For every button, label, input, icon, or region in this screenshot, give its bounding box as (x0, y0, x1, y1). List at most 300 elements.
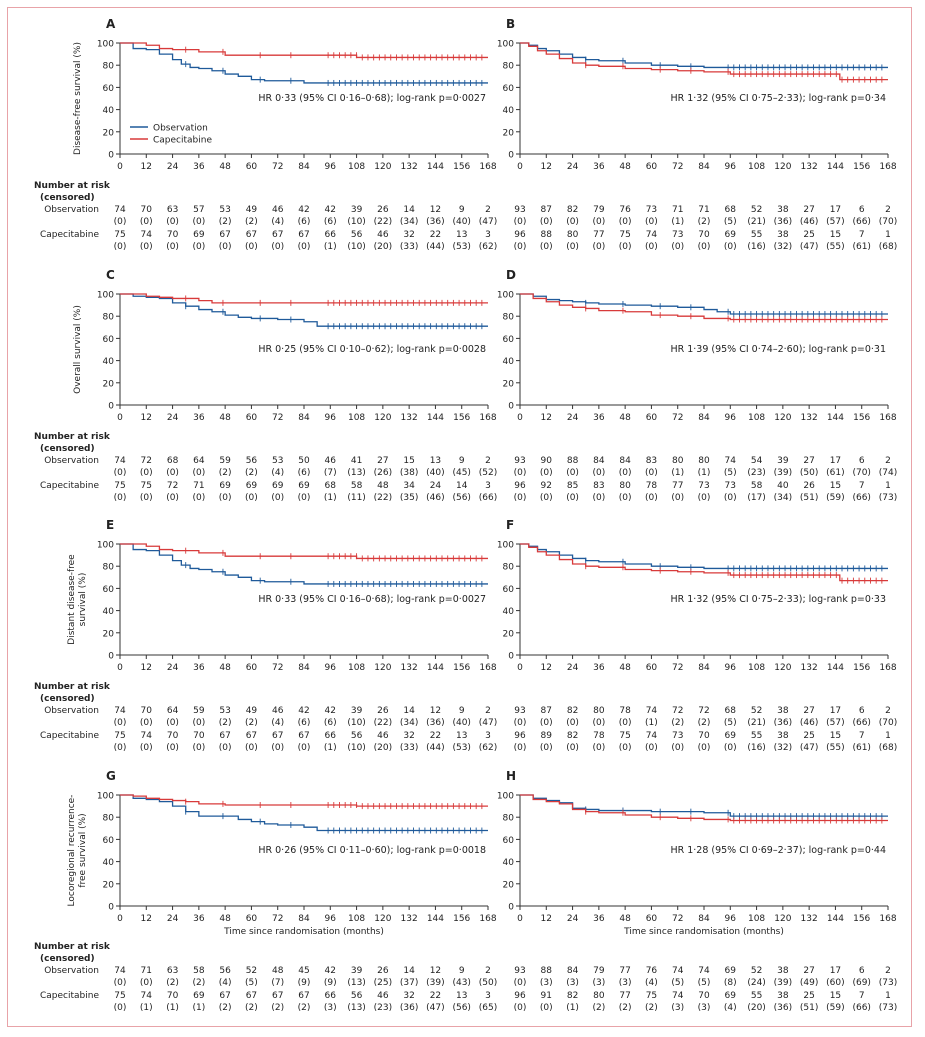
x-tick-label: 24 (166, 663, 179, 673)
risk-value: (33) (399, 242, 419, 252)
risk-value: 66 (324, 230, 337, 240)
y-tick-label: 80 (502, 61, 514, 72)
risk-value: 67 (271, 991, 284, 1001)
risk-value: (3) (697, 1003, 711, 1013)
risk-value: (36) (773, 1003, 793, 1013)
y-tick-label: 100 (96, 290, 114, 301)
x-tick-label: 96 (724, 663, 737, 673)
risk-value: 45 (298, 966, 310, 976)
risk-value: 7 (858, 230, 865, 240)
x-tick-label: 72 (671, 162, 684, 172)
risk-value: 14 (403, 205, 415, 215)
risk-value: (65) (478, 1003, 498, 1013)
risk-value: 57 (193, 205, 205, 215)
hr-annotation: HR 1·32 (95% CI 0·75–2·33); log-rank p=0·33 (670, 594, 886, 605)
risk-value: 42 (298, 706, 310, 716)
risk-subtitle: (censored) (40, 954, 95, 964)
risk-value: 74 (671, 966, 684, 976)
risk-value: (0) (618, 493, 632, 503)
risk-value: 78 (645, 481, 658, 491)
x-tick-label: 108 (747, 162, 766, 172)
risk-value: (0) (166, 718, 179, 728)
risk-value: 75 (114, 991, 126, 1001)
risk-value: (2) (671, 718, 685, 728)
risk-value: 52 (245, 966, 258, 976)
risk-value: (0) (513, 718, 527, 728)
risk-value: (21) (747, 718, 766, 728)
risk-value: 72 (698, 706, 710, 716)
risk-value: 93 (514, 205, 526, 215)
risk-value: (3) (671, 1003, 685, 1013)
risk-value: (25) (373, 978, 393, 988)
x-tick-label: 156 (453, 663, 471, 673)
risk-value: 75 (619, 731, 631, 741)
y-tick-label: 20 (502, 128, 514, 139)
risk-value: (0) (539, 718, 553, 728)
y-tick-label: 80 (102, 562, 114, 573)
risk-value: 69 (724, 230, 737, 240)
x-tick-label: 96 (724, 914, 737, 924)
risk-value: (1) (645, 718, 658, 728)
risk-value: (2) (592, 1003, 606, 1013)
risk-value: (0) (539, 743, 553, 753)
x-tick-label: 144 (426, 663, 445, 673)
risk-value: (0) (113, 743, 127, 753)
risk-value: (0) (513, 978, 527, 988)
risk-value: 54 (750, 456, 763, 466)
risk-value: (0) (113, 718, 127, 728)
risk-table (514, 966, 898, 1013)
y-tick-label: 0 (108, 401, 114, 412)
risk-value: 71 (193, 481, 205, 491)
risk-value: (2) (245, 718, 258, 728)
risk-value: (46) (799, 217, 819, 227)
risk-value: 64 (166, 706, 179, 716)
y-tick-label: 80 (502, 562, 514, 573)
y-axis-label: Overall survival (%) (73, 305, 83, 394)
risk-value: 27 (803, 205, 815, 215)
x-tick-label: 36 (193, 162, 205, 172)
risk-value: (16) (747, 743, 766, 753)
x-tick-label: 12 (540, 162, 553, 172)
x-tick-label: 132 (800, 413, 818, 423)
risk-value: 13 (429, 456, 442, 466)
risk-value: (59) (826, 1003, 845, 1013)
risk-value: 70 (140, 205, 153, 215)
y-tick-label: 40 (102, 858, 114, 869)
x-tick-label: 0 (517, 162, 523, 172)
risk-value: 71 (671, 205, 684, 215)
y-tick-label: 80 (502, 813, 514, 824)
legend-capecitabine-label: Capecitabine (153, 135, 212, 146)
risk-value: (0) (618, 242, 632, 252)
risk-value: (66) (852, 217, 871, 227)
risk-value: 85 (566, 481, 579, 491)
risk-title: Number at risk (34, 432, 110, 442)
y-tick-label: 100 (496, 290, 514, 301)
risk-value: 76 (619, 205, 631, 215)
risk-value: (1) (323, 493, 337, 503)
risk-value: 69 (271, 481, 284, 491)
risk-value: 78 (593, 731, 605, 741)
x-tick-label: 156 (453, 162, 471, 172)
risk-value: (61) (852, 242, 871, 252)
risk-value: (1) (323, 743, 337, 753)
risk-value: (47) (426, 1003, 445, 1013)
risk-value: (0) (513, 468, 527, 478)
risk-table (34, 942, 497, 1013)
x-tick-label: 168 (879, 663, 897, 673)
x-tick-label: 0 (117, 663, 123, 673)
y-axis-label: Distant disease-free (67, 554, 77, 645)
y-tick-label: 40 (102, 607, 114, 618)
x-tick-label: 12 (540, 413, 553, 423)
risk-value: (3) (539, 978, 553, 988)
risk-value: 75 (114, 230, 126, 240)
risk-value: (0) (539, 493, 553, 503)
risk-value: (0) (245, 493, 258, 503)
x-tick-label: 60 (645, 914, 658, 924)
risk-value: (0) (566, 718, 579, 728)
x-axis-title: Time since randomisation (months) (624, 927, 784, 937)
risk-value: 14 (403, 706, 415, 716)
risk-value: 70 (166, 991, 179, 1001)
risk-value: (4) (271, 718, 285, 728)
risk-value: 70 (698, 230, 710, 240)
x-tick-label: 36 (593, 413, 605, 423)
risk-value: (13) (347, 978, 366, 988)
risk-value: 58 (193, 966, 205, 976)
risk-value: (6) (297, 468, 311, 478)
risk-value: (0) (113, 978, 127, 988)
x-tick-label: 84 (298, 663, 310, 673)
risk-value: 74 (645, 706, 658, 716)
km-curve-capecitabine (120, 795, 488, 806)
risk-value: (55) (826, 242, 845, 252)
risk-value: 88 (540, 230, 553, 240)
risk-value: 9 (458, 966, 465, 976)
risk-value: 40 (777, 481, 789, 491)
risk-value: 56 (350, 991, 363, 1001)
risk-value: (0) (539, 217, 553, 227)
risk-value: (0) (513, 1003, 527, 1013)
risk-row-label-capecitabine: Capecitabine (40, 230, 99, 240)
risk-value: (0) (592, 217, 606, 227)
x-tick-label: 60 (245, 162, 258, 172)
risk-value: (0) (566, 242, 579, 252)
y-tick-label: 80 (102, 813, 114, 824)
risk-value: (53) (452, 743, 471, 753)
panel-label: F (506, 518, 515, 532)
y-tick-label: 0 (108, 651, 114, 662)
x-tick-label: 132 (400, 663, 418, 673)
x-tick-label: 36 (593, 914, 605, 924)
risk-value: (0) (139, 217, 153, 227)
risk-value: 22 (429, 731, 442, 741)
risk-value: (0) (645, 468, 658, 478)
risk-value: (3) (592, 978, 606, 988)
y-tick-label: 0 (508, 902, 514, 913)
x-tick-label: 36 (193, 413, 205, 423)
risk-value: (50) (478, 978, 498, 988)
risk-value: (57) (826, 217, 845, 227)
risk-value: 67 (219, 731, 231, 741)
risk-value: 96 (514, 481, 526, 491)
x-tick-label: 132 (800, 914, 818, 924)
risk-value: 7 (858, 991, 865, 1001)
x-tick-label: 48 (219, 413, 231, 423)
x-axis-title: Time since randomisation (months) (224, 927, 384, 937)
x-tick-label: 108 (347, 914, 366, 924)
risk-value: 87 (540, 706, 553, 716)
risk-value: (47) (799, 242, 819, 252)
risk-value: 41 (350, 456, 363, 466)
risk-value: (0) (513, 242, 527, 252)
risk-value: 67 (245, 230, 258, 240)
risk-value: (36) (426, 217, 445, 227)
y-tick-label: 100 (96, 39, 114, 50)
risk-value: (0) (566, 468, 579, 478)
risk-value: (0) (166, 468, 179, 478)
x-tick-label: 72 (271, 413, 284, 423)
risk-value: 73 (724, 481, 737, 491)
risk-value: 74 (140, 230, 153, 240)
risk-value: (0) (592, 743, 606, 753)
risk-value: (2) (645, 1003, 658, 1013)
x-tick-label: 24 (566, 162, 579, 172)
risk-value: 32 (403, 731, 415, 741)
risk-value: 76 (645, 966, 658, 976)
km-curve-capecitabine (520, 43, 888, 80)
risk-row-label-capecitabine: Capecitabine (40, 991, 99, 1001)
x-tick-label: 108 (747, 413, 766, 423)
risk-value: 26 (377, 205, 389, 215)
hr-annotation: HR 0·33 (95% CI 0·16–0·68); log-rank p=0·0027 (258, 594, 486, 605)
risk-value: 9 (458, 706, 465, 716)
y-tick-label: 60 (102, 584, 114, 595)
risk-value: 96 (514, 991, 526, 1001)
x-tick-label: 84 (698, 914, 710, 924)
km-curve-observation (520, 294, 888, 314)
risk-value: (62) (478, 743, 498, 753)
risk-table (514, 456, 898, 503)
x-tick-label: 132 (400, 162, 418, 172)
risk-value: (0) (618, 468, 632, 478)
risk-value: (0) (539, 1003, 553, 1013)
risk-value: (3) (618, 978, 632, 988)
risk-value: (53) (452, 242, 471, 252)
risk-value: 67 (298, 991, 310, 1001)
risk-value: 78 (619, 706, 631, 716)
risk-value: 63 (166, 205, 179, 215)
risk-value: 39 (350, 205, 363, 215)
risk-value: 50 (298, 456, 310, 466)
risk-value: (46) (426, 493, 445, 503)
legend-observation-label: Observation (153, 123, 208, 134)
risk-value: (0) (166, 217, 179, 227)
risk-value: (61) (826, 468, 845, 478)
risk-table (34, 432, 497, 503)
risk-value: 22 (429, 230, 442, 240)
hr-annotation: HR 1·32 (95% CI 0·75–2·33); log-rank p=0·34 (670, 93, 886, 104)
panel-d (497, 268, 897, 503)
y-tick-label: 60 (502, 584, 514, 595)
risk-value: (0) (271, 242, 285, 252)
panel-label: C (106, 268, 115, 282)
risk-value: 66 (324, 991, 337, 1001)
risk-value: (13) (347, 468, 366, 478)
risk-value: 70 (140, 706, 153, 716)
risk-value: 67 (298, 230, 310, 240)
x-tick-label: 120 (374, 663, 392, 673)
risk-value: 56 (219, 966, 231, 976)
risk-value: (66) (852, 1003, 871, 1013)
risk-value: (0) (113, 217, 127, 227)
risk-value: 49 (245, 205, 258, 215)
risk-value: 63 (166, 966, 179, 976)
risk-value: (36) (773, 718, 793, 728)
risk-value: 74 (114, 706, 126, 716)
y-tick-label: 100 (496, 540, 514, 551)
risk-value: (0) (245, 242, 258, 252)
risk-value: 67 (219, 991, 231, 1001)
y-tick-label: 40 (102, 357, 114, 368)
risk-value: (1) (566, 1003, 579, 1013)
risk-value: 25 (803, 230, 815, 240)
risk-value: (2) (297, 1003, 311, 1013)
risk-value: (44) (426, 242, 445, 252)
y-tick-label: 0 (508, 150, 514, 161)
risk-value: (0) (218, 493, 232, 503)
risk-value: 68 (324, 481, 337, 491)
risk-value: (32) (773, 743, 793, 753)
risk-value: 2 (485, 456, 491, 466)
risk-value: (0) (113, 1003, 127, 1013)
risk-value: 70 (193, 731, 205, 741)
x-tick-label: 96 (324, 413, 337, 423)
risk-value: 9 (458, 205, 465, 215)
risk-value: (0) (192, 718, 206, 728)
risk-value: (44) (426, 743, 445, 753)
risk-value: 42 (324, 205, 337, 215)
risk-value: 69 (219, 481, 231, 491)
risk-row-label-capecitabine: Capecitabine (40, 731, 99, 741)
risk-value: 72 (140, 456, 153, 466)
risk-row-label-observation: Observation (44, 456, 99, 466)
risk-value: (1) (192, 1003, 206, 1013)
risk-value: 48 (271, 966, 284, 976)
risk-value: 77 (593, 230, 605, 240)
risk-value: (57) (826, 718, 845, 728)
risk-value: 58 (350, 481, 363, 491)
x-tick-label: 108 (347, 663, 366, 673)
risk-value: (47) (478, 217, 498, 227)
risk-value: (0) (723, 743, 737, 753)
risk-value: (0) (697, 493, 711, 503)
risk-value: (2) (218, 1003, 232, 1013)
risk-value: 49 (245, 706, 258, 716)
x-tick-label: 12 (540, 663, 553, 673)
risk-value: (3) (323, 1003, 337, 1013)
risk-value: (46) (799, 718, 819, 728)
y-axis-label: survival (%) (78, 572, 88, 627)
risk-value: (0) (192, 493, 206, 503)
risk-value: 83 (593, 481, 605, 491)
risk-value: 55 (750, 991, 763, 1001)
x-tick-label: 12 (140, 663, 153, 673)
risk-value: 80 (671, 456, 684, 466)
risk-value: 2 (885, 966, 891, 976)
risk-value: 13 (455, 991, 468, 1001)
risk-value: 46 (377, 230, 389, 240)
y-tick-label: 20 (502, 629, 514, 640)
risk-value: (0) (645, 217, 658, 227)
risk-value: (0) (113, 242, 127, 252)
x-tick-label: 96 (324, 914, 337, 924)
risk-value: (0) (645, 493, 658, 503)
risk-value: 64 (193, 456, 205, 466)
x-tick-label: 24 (566, 914, 579, 924)
risk-value: (36) (399, 1003, 419, 1013)
risk-value: 42 (298, 205, 310, 215)
x-tick-label: 120 (374, 413, 392, 423)
risk-value: 70 (166, 731, 179, 741)
risk-value: 96 (514, 731, 526, 741)
risk-value: 53 (219, 706, 231, 716)
risk-value: (34) (399, 217, 419, 227)
risk-value: (66) (852, 493, 871, 503)
risk-value: 52 (750, 966, 763, 976)
risk-value: (3) (566, 978, 579, 988)
risk-value: 12 (429, 966, 442, 976)
km-curve-observation (520, 43, 888, 67)
risk-value: (2) (218, 718, 232, 728)
risk-value: (0) (166, 493, 179, 503)
risk-value: 14 (403, 966, 415, 976)
x-tick-label: 36 (593, 663, 605, 673)
km-curve-observation (120, 43, 488, 83)
risk-value: 7 (858, 731, 865, 741)
risk-value: 17 (829, 966, 842, 976)
y-tick-label: 60 (502, 83, 514, 94)
risk-value: (60) (826, 978, 845, 988)
risk-value: (0) (671, 743, 685, 753)
risk-value: 15 (829, 230, 842, 240)
x-tick-label: 108 (747, 663, 766, 673)
risk-value: (0) (139, 718, 153, 728)
risk-value: 46 (271, 205, 284, 215)
risk-value: 27 (377, 456, 389, 466)
risk-row-label-capecitabine: Capecitabine (40, 481, 99, 491)
risk-value: 48 (377, 481, 389, 491)
risk-value: 88 (540, 966, 553, 976)
risk-value: (10) (347, 217, 366, 227)
x-tick-label: 24 (166, 914, 179, 924)
risk-value: (1) (671, 217, 685, 227)
x-tick-label: 48 (219, 663, 231, 673)
risk-value: 55 (750, 731, 763, 741)
x-tick-label: 156 (853, 663, 871, 673)
risk-value: (4) (723, 1003, 737, 1013)
y-axis-label: free survival (%) (78, 813, 88, 888)
panel-label: A (106, 17, 116, 31)
risk-value: (0) (192, 468, 206, 478)
x-tick-label: 132 (800, 663, 818, 673)
risk-value: 58 (750, 481, 763, 491)
risk-value: 82 (566, 205, 579, 215)
y-axis-label: Disease-free survival (%) (73, 42, 83, 155)
risk-value: 80 (593, 706, 605, 716)
